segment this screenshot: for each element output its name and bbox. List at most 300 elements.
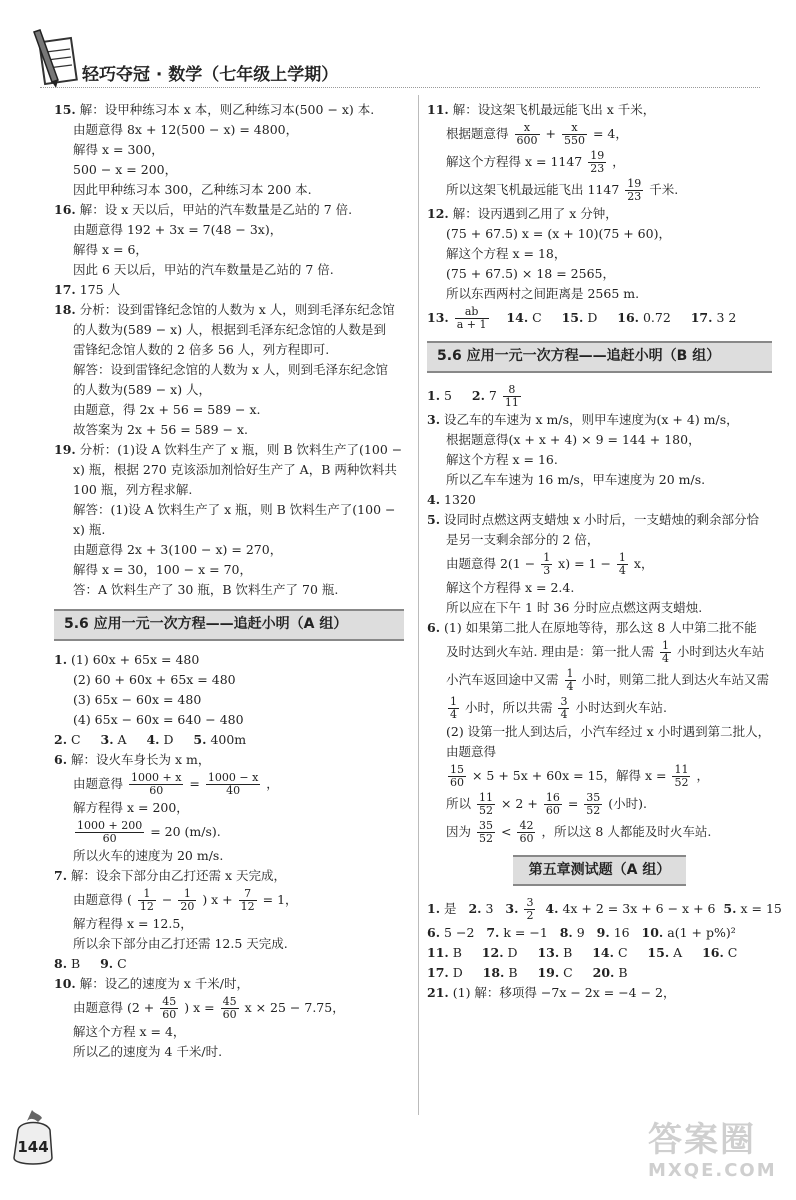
fraction (448, 764, 466, 789)
denominator: 60 (519, 831, 534, 845)
answer-text: 解：设余下部分由乙打还需 x 天完成， (71, 867, 287, 883)
pencil-notebook-icon (28, 28, 83, 90)
answer-number: 19. (537, 965, 560, 981)
answer-text: 根据题意得(x + x + 4) × 9 = 144 + 180， (446, 431, 701, 447)
numerator: 1000 + 200 (77, 818, 143, 832)
answer-number: 4. (427, 491, 441, 507)
answer-text: × 5 + 5x + 60x = 15，解得 x = (471, 767, 667, 783)
answer-text: 分析：设到雷锋纪念馆的人数为 x 人，则到毛泽东纪念馆 (79, 302, 395, 317)
fraction (558, 696, 569, 721)
answer-text: ，所以这 8 人都能及时火车站. (541, 823, 712, 839)
answer-number: 19. (54, 442, 76, 457)
answer-text: 所以这架飞机最远能飞出 1147 (446, 182, 620, 197)
fraction (178, 888, 196, 913)
denominator: 4 (566, 679, 574, 693)
answer-text: = (567, 795, 579, 811)
denominator: 52 (674, 775, 689, 789)
equation-line (54, 994, 404, 1022)
answer-text: (小时). (608, 795, 647, 811)
numerator: 19 (590, 148, 605, 162)
denominator: 60 (162, 1007, 177, 1021)
answer-text: ) x = (184, 999, 215, 1015)
answer-text: 因为 (446, 823, 472, 839)
answer-text: 由题意，得 2x + 56 = 589 − x. (73, 402, 261, 417)
answer-number: 8. (54, 955, 68, 971)
answer-a7 (54, 866, 404, 954)
answer-number: 2. (54, 731, 68, 747)
answer-18 (54, 300, 404, 440)
denominator: 52 (586, 803, 601, 817)
fraction (515, 122, 540, 147)
numerator: 1 (183, 886, 191, 900)
denominator: 23 (627, 190, 642, 203)
fraction (565, 668, 576, 693)
answer-number: 1. (427, 387, 441, 403)
denominator: 3 (543, 563, 551, 577)
page-number-badge (10, 1108, 56, 1174)
answer-text: ， (266, 775, 279, 791)
equation-line (54, 770, 404, 798)
answer-value: 5 −2 (444, 925, 475, 941)
numerator: x (523, 120, 531, 134)
fraction (588, 150, 606, 175)
answer-value: A (117, 731, 127, 747)
answer-text: ， (612, 154, 625, 169)
answer-text: 所以乙的速度为 4 千米/时. (73, 1043, 223, 1059)
answer-value: 400m (210, 731, 247, 747)
fraction (138, 888, 156, 913)
numerator: 16 (545, 790, 560, 804)
fraction (660, 640, 671, 665)
numerator: 1000 + x (131, 770, 182, 784)
answer-text: 解得 x = 300， (73, 142, 164, 157)
answers-t17-t20 (427, 963, 772, 983)
fraction (221, 996, 239, 1021)
fraction (517, 820, 535, 845)
answer-number: 1. (54, 651, 68, 667)
answer-number: 3. (505, 901, 519, 917)
answer-text: 小时，则第二批人到达火车站又需 (581, 671, 769, 687)
answer-text: 解：设这架飞机最远能飞出 x 千米， (452, 102, 656, 117)
answer-number: 15. (561, 310, 584, 325)
answer-16 (54, 200, 404, 280)
answer-number: 17. (690, 310, 713, 325)
numerator: 1 (143, 886, 151, 900)
answer-number: 16. (54, 202, 76, 217)
answer-text: 是另一支剩余部分的 2 倍， (446, 531, 600, 547)
answer-b3 (427, 410, 772, 490)
answer-text: 因此甲种练习本 300，乙种练习本 200 本. (73, 182, 312, 197)
answer-text: 所以乙车车速为 16 m/s，甲车速度为 20 m/s. (446, 471, 706, 487)
answer-number: 12. (427, 206, 449, 221)
answer-text: 1320 (444, 491, 476, 507)
numerator: 45 (162, 994, 177, 1008)
answer-text: 根据题意得 (446, 126, 509, 141)
answer-number: 10. (641, 925, 664, 941)
equals-sign: = (189, 775, 200, 791)
header-title: 轻巧夺冠 · 数学（七年级上学期） (82, 65, 339, 85)
page-number: 144 (17, 1138, 49, 1156)
answer-value: B (71, 955, 81, 971)
answer-number: 17. (427, 965, 449, 981)
numerator: x (571, 120, 578, 134)
answers-a8-a9 (54, 954, 404, 974)
answer-number: 6. (54, 751, 68, 767)
denominator: 52 (479, 831, 493, 845)
numerator: 8 (508, 382, 516, 396)
answer-text: 由题意得 (73, 891, 124, 907)
numerator: 1 (661, 638, 669, 652)
answer-number: 8. (559, 925, 573, 941)
answer-text: (1) 解：移项得 −7x − 2x = −4 − 2， (452, 985, 676, 1001)
answer-value: C (563, 965, 573, 981)
numerator: 3 (560, 694, 568, 708)
answer-text: 小时达到火车站. (575, 699, 667, 715)
numerator: ab (464, 304, 479, 318)
equation-line (427, 790, 772, 818)
answer-a1 (54, 650, 404, 730)
denominator: 60 (450, 775, 464, 789)
answer-text: 分析：(1)设 A 饮料生产了 x 瓶，则 B 饮料生产了(100 − (79, 442, 403, 457)
watermark-url: MXQE.COM (648, 1160, 777, 1181)
answer-value: B (508, 965, 518, 981)
answer-text: 解答：(1)设 A 饮料生产了 x 瓶，则 B 饮料生产了(100 − (73, 502, 396, 517)
answer-text: (2 + (127, 999, 155, 1015)
answer-text: (3) 65x − 60x = 480 (73, 691, 202, 707)
numerator: 11 (479, 790, 493, 804)
answer-text: 所以 (446, 795, 472, 811)
equation-line (427, 148, 772, 176)
answer-number: 18. (54, 302, 76, 317)
answer-number: 5. (193, 731, 207, 747)
answer-number: 4. (545, 901, 559, 917)
answer-text: (1) 如果第二批人在原地等待，那么这 8 人中第二批不能 (444, 619, 757, 635)
denominator: 550 (563, 134, 585, 147)
answer-number: 4. (146, 731, 160, 747)
numerator: 42 (519, 818, 534, 832)
answer-number: 14. (592, 945, 614, 961)
answer-value: C (117, 955, 127, 971)
answer-text: x) 瓶. (73, 522, 106, 537)
answer-text: 及时达到火车站. 理由是：第一批人需 (446, 643, 654, 659)
answer-text: ， (696, 767, 709, 783)
answer-text: x × 25 − 7.75， (244, 999, 345, 1015)
answer-12 (427, 204, 772, 304)
fraction (455, 306, 489, 331)
answer-number: 9. (100, 955, 114, 971)
fraction (503, 384, 521, 409)
paren: ( (127, 891, 132, 907)
section-heading-chapter-test: 第五章测试题（A 组） (513, 855, 686, 887)
answer-text: 解答：设到雷锋纪念馆的人数为 x 人，则到毛泽东纪念馆 (73, 362, 388, 377)
denominator: 40 (206, 784, 260, 797)
equation-line (54, 886, 404, 914)
answer-number: 10. (54, 975, 76, 991)
answer-text: 所以应在下午 1 时 36 分时应点燃这两支蜡烛. (446, 599, 703, 615)
answer-text: 解：设火车身长为 x m， (71, 751, 211, 767)
answer-text: 由题意得 2x + 3(100 − x) = 270， (73, 542, 283, 557)
answer-text: (4) 65x − 60x = 640 − 480 (73, 711, 244, 727)
answer-text: 小汽车返回途中又需 (446, 671, 559, 687)
answer-value: x = 15 (740, 901, 782, 917)
answer-value: C (727, 945, 738, 961)
answer-number: 5. (427, 511, 441, 527)
answer-number: 15. (54, 102, 76, 117)
answer-value: 9 (576, 925, 585, 941)
answer-a6 (54, 750, 404, 866)
answer-text: (1) 60x + 65x = 480 (71, 651, 200, 667)
fraction (672, 764, 690, 789)
numerator: 1 (618, 550, 626, 564)
answer-text: 解这个方程 x = 16. (446, 451, 558, 467)
numerator: 35 (479, 818, 493, 832)
answer-text: 的人数为(589 − x) 人，根据到毛泽东纪念馆的人数是到 (73, 322, 387, 337)
numerator: 45 (222, 994, 237, 1008)
fraction (448, 696, 459, 721)
plus-sign: + (545, 126, 556, 141)
denominator: 4 (560, 707, 568, 721)
answer-text: 由题意得 (73, 775, 124, 791)
answer-text: 千米. (649, 182, 679, 197)
answer-number: 3. (427, 411, 441, 427)
answer-value: 4x + 2 = 3x + 6 − x + 6 (562, 901, 716, 917)
answer-value: 5 (444, 387, 452, 403)
answer-11 (427, 100, 772, 204)
answer-number: 20. (592, 965, 615, 981)
answer-text: 解得 x = 30，100 − x = 70， (73, 562, 253, 577)
answers-t11-t16 (427, 943, 772, 963)
numerator: 15 (450, 762, 464, 776)
fraction (617, 552, 628, 577)
numerator: 19 (627, 176, 642, 190)
answer-text: (75 + 67.5) x = (x + 10)(75 + 60)， (446, 226, 671, 241)
answer-text: 解：设甲种练习本 x 本，则乙种练习本(500 − x) 本. (79, 102, 375, 117)
answer-text: = 20 (m/s). (150, 823, 221, 839)
fraction (544, 792, 562, 817)
answer-value: 3 (485, 901, 494, 917)
page-header (0, 0, 796, 95)
watermark (648, 1120, 777, 1182)
equation-line (427, 694, 772, 722)
denominator: 60 (129, 784, 183, 797)
answer-number: 11. (427, 102, 449, 117)
fraction (562, 122, 587, 147)
answer-text: 175 人 (79, 282, 121, 297)
denominator: 60 (222, 1007, 237, 1021)
equation-line (427, 818, 772, 846)
answer-text: 由题意得 8x + 12(500 − x) = 4800， (73, 122, 299, 137)
answer-value: k = −1 (503, 925, 548, 941)
fraction (239, 888, 257, 913)
answer-number: 13. (427, 310, 449, 325)
answer-value: A (673, 945, 683, 961)
answer-number: 15. (647, 945, 670, 961)
answer-text: 故答案为 2x + 56 = 589 − x. (73, 422, 249, 437)
header-divider (40, 87, 760, 88)
answer-value: 3 2 (716, 310, 737, 325)
numerator: 1 (566, 666, 574, 680)
answer-text: 解得 x = 6， (73, 242, 148, 257)
answer-number: 7. (54, 867, 68, 883)
answer-value: C (71, 731, 81, 747)
equation-line (427, 176, 772, 204)
answer-b5 (427, 510, 772, 618)
equation-line (427, 666, 772, 694)
equation-line (427, 550, 772, 578)
answer-text: x) 瓶，根据 270 克该添加剂恰好生产了 A，B 两种饮料共 (73, 462, 397, 477)
answer-text: 500 − x = 200， (73, 162, 178, 177)
answer-number: 9. (596, 925, 610, 941)
answer-value: C (617, 945, 628, 961)
fraction (477, 820, 495, 845)
answer-text: 解：设丙遇到乙用了 x 分钟， (452, 206, 618, 221)
answer-number: 2. (468, 901, 482, 917)
section-heading-group-a: 5.6 应用一元一次方程——追赶小明（A 组） (54, 609, 404, 641)
denominator: 4 (661, 651, 669, 665)
answers-13-17 (427, 304, 772, 332)
answer-text: 解方程得 x = 200， (73, 799, 189, 815)
answer-value: 7 (488, 387, 497, 403)
answer-text: 解方程得 x = 12.5， (73, 915, 193, 931)
answer-value: B (563, 945, 573, 961)
denominator: 12 (240, 899, 255, 913)
answers-t6-t10 (427, 923, 772, 943)
answer-value: B (452, 945, 462, 961)
numerator: 1 (450, 694, 457, 708)
answer-text: 的人数为(589 − x) 人， (73, 382, 212, 397)
answer-number: 16. (617, 310, 639, 325)
numerator: 7 (244, 886, 252, 900)
denominator: 11 (504, 395, 519, 409)
equation-line (427, 762, 772, 790)
answer-number: 11. (427, 945, 449, 961)
answer-17 (54, 280, 404, 300)
answers-a2-a5 (54, 730, 404, 750)
answer-text: 由题意得 (446, 743, 497, 759)
equation-line (427, 120, 772, 148)
fraction (625, 178, 643, 203)
answer-text: 设乙车的车速为 x m/s，则甲车速度为(x + 4) m/s， (444, 411, 739, 427)
denominator: 60 (545, 803, 560, 817)
answer-text: × 2 + (500, 795, 538, 811)
denominator: a + 1 (456, 318, 487, 331)
answer-text: 雷锋纪念馆人数的 2 倍多 56 人，列方程即可. (73, 342, 330, 357)
equation-line (427, 638, 772, 666)
answer-text: 设同时点燃这两支蜡烛 x 小时后，一支蜡烛的剩余部分恰 (444, 511, 760, 527)
answer-text: 解这个方程得 x = 1147 (446, 154, 583, 169)
numerator: 3 (526, 896, 534, 910)
answer-b4 (427, 490, 772, 510)
answer-number: 6. (427, 925, 441, 941)
answer-text: 小时到达火车站 (676, 643, 765, 659)
denominator: 20 (180, 899, 195, 913)
denominator: 12 (139, 899, 154, 913)
answer-text: 因此 6 天以后，甲站的汽车数量是乙站的 7 倍. (73, 262, 334, 277)
answers-b1-b2 (427, 382, 772, 410)
answer-text: 解这个方程 x = 4， (73, 1023, 186, 1039)
answer-number: 16. (702, 945, 724, 961)
numerator: 1 (543, 550, 551, 564)
denominator: 52 (479, 803, 493, 817)
right-column (427, 100, 782, 1003)
numerator: 1000 − x (207, 770, 259, 784)
numerator: 35 (586, 790, 601, 804)
answer-value: a(1 + p%)² (667, 925, 736, 941)
answer-text: 解这个方程 x = 18， (446, 246, 567, 261)
equation-line (54, 818, 404, 846)
answer-number: 6. (427, 619, 441, 635)
denominator: 4 (618, 563, 626, 577)
left-column (54, 100, 404, 1062)
answer-text: 100 瓶，列方程求解. (73, 482, 193, 497)
fraction (477, 792, 495, 817)
denominator: 60 (75, 832, 144, 845)
answer-text: 所以东西两村之间距离是 2565 m. (446, 286, 640, 301)
denominator: 4 (450, 707, 457, 721)
answer-text: (75 + 67.5) × 18 = 2565， (446, 266, 615, 281)
denominator: 23 (590, 162, 605, 175)
fraction (75, 820, 144, 845)
answer-text: = 4， (592, 126, 628, 141)
answer-value: C (532, 310, 542, 325)
answer-text: 解：设乙的速度为 x 千米/时， (79, 975, 249, 991)
answer-text: 解：设 x 天以后，甲站的汽车数量是乙站的 7 倍. (79, 202, 353, 217)
answer-number: 18. (482, 965, 505, 981)
answer-b6 (427, 618, 772, 846)
fraction (524, 897, 535, 922)
answer-value: D (163, 731, 174, 747)
answer-number: 17. (54, 282, 76, 297)
answer-text: (2) 设第一批人到达后，小汽车经过 x 小时遇到第二批人， (446, 723, 771, 739)
answer-value: D (507, 945, 518, 961)
answer-number: 7. (486, 925, 500, 941)
answer-value: 是 (444, 901, 457, 917)
answer-t21 (427, 983, 772, 1003)
answer-text: 答：A 饮料生产了 30 瓶，B 饮料生产了 70 瓶. (73, 582, 339, 597)
answer-text: x， (633, 555, 654, 571)
answer-19 (54, 440, 404, 600)
answers-t1-t5 (427, 895, 782, 923)
denominator: 2 (526, 909, 534, 923)
fraction (129, 772, 183, 797)
answer-value: D (587, 310, 598, 325)
minus-sign: − (161, 891, 173, 907)
answer-number: 3. (100, 731, 114, 747)
answer-number: 13. (537, 945, 560, 961)
watermark-title: 答案圈 (648, 1120, 756, 1160)
answer-text: = 1， (262, 891, 298, 907)
answer-value: 16 (613, 925, 630, 941)
answer-number: 14. (506, 310, 529, 325)
answer-text: ) x + (202, 891, 233, 907)
answer-value: B (618, 965, 628, 981)
denominator: 600 (516, 134, 538, 147)
answer-15 (54, 100, 404, 200)
answer-text: x) = 1 − (558, 555, 611, 571)
answer-number: 2. (471, 387, 485, 403)
answer-number: 5. (723, 901, 737, 917)
answer-text: 所以余下部分由乙打还需 12.5 天完成. (73, 935, 288, 951)
fraction (541, 552, 552, 577)
answer-text: 所以火车的速度为 20 m/s. (73, 847, 224, 863)
answer-value: 0.72 (642, 310, 671, 325)
answer-number: 21. (427, 985, 449, 1001)
answer-value: D (452, 965, 463, 981)
answer-text: 由题意得 (73, 999, 124, 1015)
column-divider (418, 95, 419, 1115)
less-than-sign: < (500, 823, 512, 839)
fraction (160, 996, 178, 1021)
